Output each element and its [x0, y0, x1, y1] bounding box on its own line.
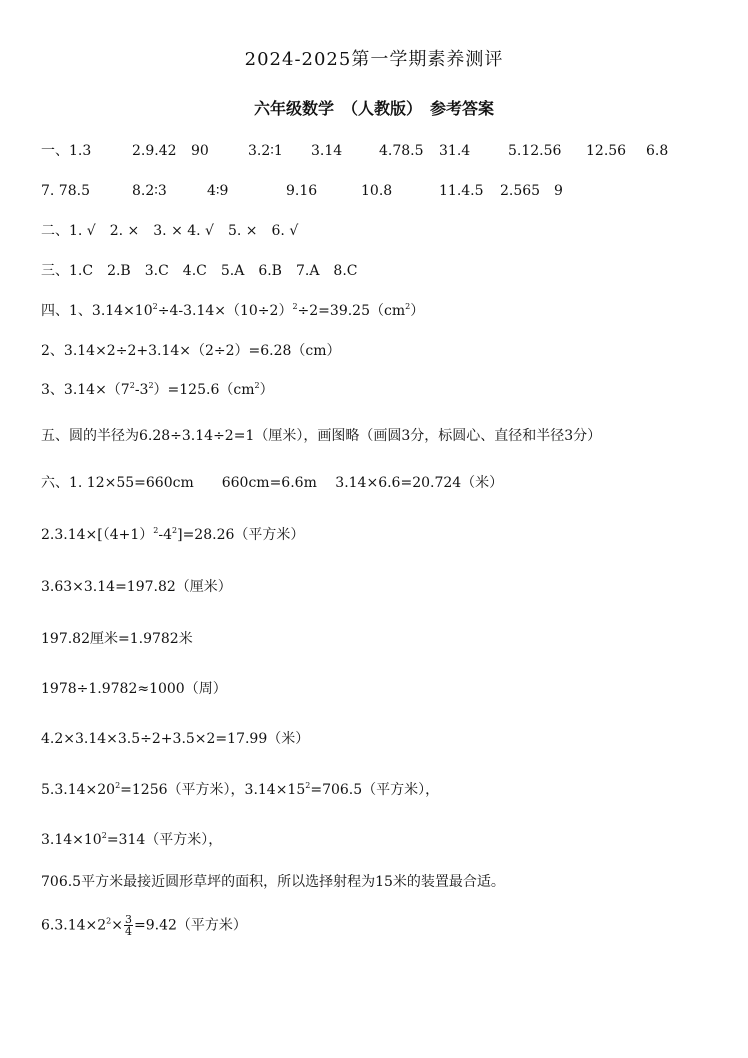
formula-text: =9.42（平方米）: [134, 917, 247, 934]
answers-section-1-row-2: [41, 182, 721, 200]
fraction: [124, 914, 133, 937]
exponent: 2: [153, 526, 159, 535]
answers-section-6-line-9: 706.5平方米最接近圆形草坪的面积，所以选择射程为15米的装置最合适。: [41, 874, 505, 890]
answer-item: 9.16: [286, 183, 318, 199]
formula-text: =1256（平方米），3.14×15: [120, 782, 306, 798]
formula-text: -3: [134, 382, 149, 398]
answer-item: 10.8: [361, 183, 393, 199]
answers-section-6-line-10: [41, 914, 247, 937]
answer-item: 31.4: [439, 143, 471, 159]
formula-text: 3、3.14×（7: [41, 382, 130, 398]
answers-section-6-line-1: 六、1. 12×55=660cm 660cm=6.6m 3.14×6.6=20.724（米）: [41, 475, 504, 491]
answers-section-1-row-1: [41, 142, 721, 160]
formula-text: =706.5（平方米），: [310, 782, 440, 798]
answer-item: 11.4.5: [439, 183, 484, 199]
exponent: 2: [405, 302, 411, 311]
answers-section-4-line-1: [41, 302, 424, 320]
exponent: 2: [152, 302, 158, 311]
answer-item: 一、1.3: [41, 143, 92, 159]
answer-item: 4∶9: [207, 183, 229, 199]
formula-text: 6.3.14×2: [41, 917, 107, 934]
answers-section-6-line-5: 1978÷1.9782≈1000（周）: [41, 681, 227, 697]
answer-item: 3.14: [311, 143, 343, 159]
formula-text: ÷4-3.14×（10÷2）: [157, 303, 293, 319]
formula-text: ×: [111, 917, 123, 934]
answers-section-6-line-8: [41, 831, 222, 849]
answer-item: 2.565: [500, 183, 541, 199]
formula-text: 3.14×10: [41, 832, 102, 848]
answer-item: 3.2∶1: [248, 143, 283, 159]
answer-item: 7. 78.5: [41, 183, 90, 199]
answers-section-6-line-2: [41, 526, 304, 544]
answer-item: 8.2∶3: [132, 183, 167, 199]
answers-section-4-line-3: [41, 381, 274, 399]
formula-text: ÷2=39.25（cm: [297, 303, 406, 319]
answer-item: 90: [191, 143, 209, 159]
formula-text: ）: [259, 382, 274, 398]
answer-item: 4.78.5: [379, 143, 424, 159]
fraction-numerator: 3: [125, 913, 132, 926]
answers-section-6-line-3: 3.63×3.14=197.82（厘米）: [41, 579, 232, 595]
answers-section-2: 二、1. √ 2. × 3. × 4. √ 5. × 6. √: [41, 223, 299, 239]
answers-section-6-line-6: 4.2×3.14×3.5÷2+3.5×2=17.99（米）: [41, 731, 310, 747]
answers-section-4-line-2: 2、3.14×2÷2+3.14×（2÷2）=6.28（cm）: [41, 343, 341, 359]
page-title: 2024-2025第一学期素养测评: [244, 49, 504, 70]
answer-item: 12.56: [586, 143, 627, 159]
answer-item: 2.9.42: [132, 143, 177, 159]
exponent: 2: [305, 781, 311, 790]
answer-item: 6.8: [646, 143, 669, 159]
exponent: 2: [129, 381, 135, 390]
formula-text: =314（平方米），: [106, 832, 223, 848]
answer-item: 5.12.56: [508, 143, 562, 159]
fraction-denominator: 4: [125, 925, 132, 938]
formula-text: ）=125.6（cm: [153, 382, 255, 398]
formula-text: 2.3.14×[（4+1）: [41, 527, 154, 543]
exponent: 2: [101, 831, 107, 840]
formula-text: 四、1、3.14×10: [41, 303, 153, 319]
exponent: 2: [115, 781, 121, 790]
formula-text: ]=28.26（平方米）: [177, 527, 305, 543]
formula-text: ）: [410, 303, 425, 319]
exponent: 2: [106, 916, 112, 926]
answer-item: 9: [554, 183, 563, 199]
answers-section-6-line-7: [41, 781, 439, 799]
formula-text: 5.3.14×20: [41, 782, 116, 798]
answers-section-6-line-4: 197.82厘米=1.9782米: [41, 631, 193, 647]
answers-section-3: 三、1.C 2.B 3.C 4.C 5.A 6.B 7.A 8.C: [41, 263, 358, 279]
exponent: 2: [292, 302, 298, 311]
exponent: 2: [172, 526, 178, 535]
formula-text: -4: [158, 527, 173, 543]
page-subtitle: 六年级数学 （人教版） 参考答案: [253, 99, 494, 118]
answers-section-5: 五、圆的半径为6.28÷3.14÷2=1（厘米），画图略（画圆3分，标圆心、直径和半径3分）: [41, 428, 602, 444]
exponent: 2: [254, 381, 260, 390]
exponent: 2: [148, 381, 154, 390]
